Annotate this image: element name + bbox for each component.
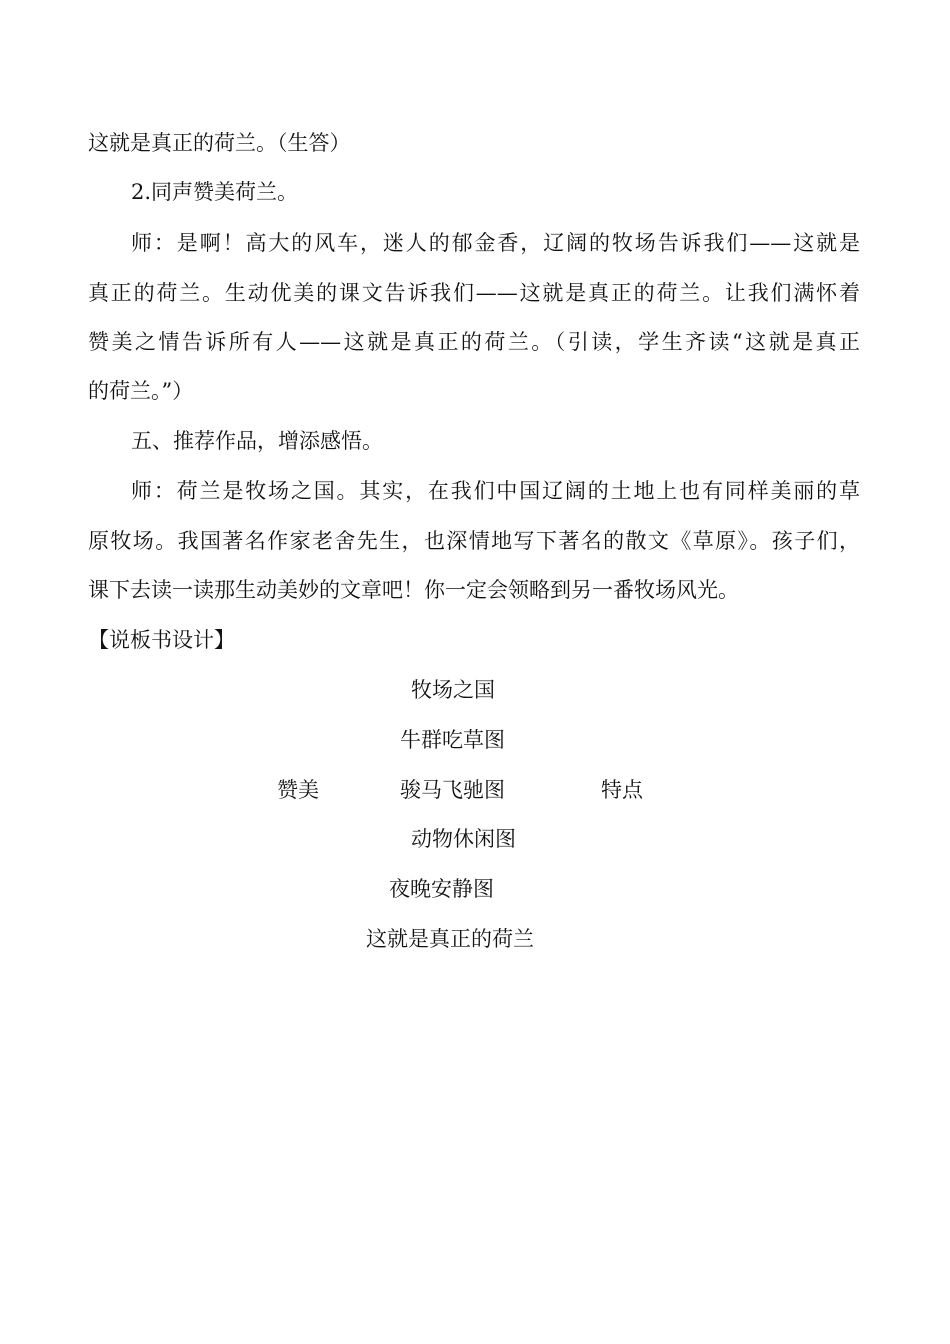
board-item: 骏马飞驰图 <box>400 778 505 802</box>
paragraph-line: 真正的荷兰。生动优美的课文告诉我们——这就是真正的荷兰。让我们满怀着 <box>88 281 860 305</box>
board-right-label: 特点 <box>601 778 643 802</box>
paragraph-line: 师：是啊！高大的风车，迷人的郁金香，辽阔的牧场告诉我们——这就是 <box>131 231 860 255</box>
paragraph-line: 这就是真正的荷兰。（生答） <box>88 131 351 155</box>
paragraph-line: 原牧场。我国著名作家老舍先生，也深情地写下著名的散文《草原》。孩子们， <box>88 529 860 553</box>
board-item: 夜晚安静图 <box>389 877 494 901</box>
board-item: 牛群吃草图 <box>400 728 505 752</box>
paragraph-line: 赞美之情告诉所有人——这就是真正的荷兰。（引读，学生齐读“这就是真正 <box>88 330 860 354</box>
paragraph-line: 的荷兰。”） <box>88 379 194 403</box>
paragraph-line: 师：荷兰是牧场之国。其实，在我们中国辽阔的土地上也有同样美丽的草 <box>131 479 860 503</box>
paragraph-line: 2.同声赞美荷兰。 <box>131 180 299 204</box>
board-conclusion: 这就是真正的荷兰 <box>366 927 534 951</box>
board-title: 牧场之国 <box>411 678 495 702</box>
board-left-label: 赞美 <box>277 778 319 802</box>
board-item: 动物休闲图 <box>411 827 516 851</box>
paragraph-line: 五、推荐作品，增添感悟。 <box>131 429 383 453</box>
section-heading: 【说板书设计】 <box>88 628 235 652</box>
paragraph-line: 课下去读一读那生动美妙的文章吧！你一定会领略到另一番牧场风光。 <box>88 578 739 602</box>
